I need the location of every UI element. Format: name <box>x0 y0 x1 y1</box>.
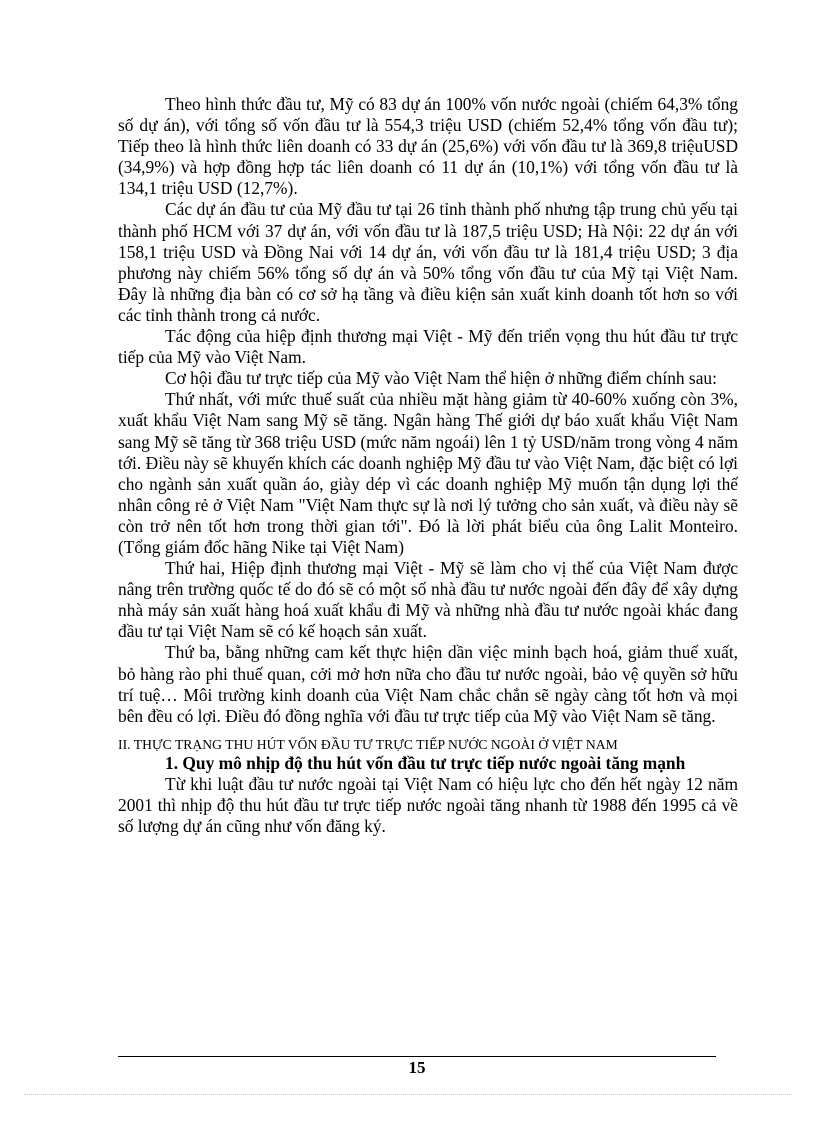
sub-heading: 1. Quy mô nhịp độ thu hút vốn đầu tư trực tiếp nước ngoài tăng mạnh <box>165 752 686 773</box>
paragraph-second-point: Thứ hai, Hiệp định thương mại Việt - Mỹ sẽ làm cho vị thế của Việt Nam được nâng trên trường quốc tế do đó sẽ có một số nhà đầu tư nước ngoài đến đây để xây dựng nhà máy sản xuất hàng hoá xuất khẩu đi Mỹ và những nhà đầu tư nước ngoài khác đang đầu tư tại Việt Nam sẽ có kế hoạch sản xuất. <box>118 558 738 642</box>
paragraph-trade-agreement-impact: Tác động của hiệp định thương mại Việt - Mỹ đến triển vọng thu hút đầu tư trực tiếp của Mỹ vào Việt Nam. <box>118 326 738 368</box>
paragraph-investment-form: Theo hình thức đầu tư, Mỹ có 83 dự án 100% vốn nước ngoài (chiếm 64,3% tổng số dự án), với tổng số vốn đầu tư là 554,3 triệu USD (chiếm 52,4% tổng vốn đầu tư); Tiếp theo là hình thức liên doanh có 33 dự án (25,6%) với vốn đầu tư là 369,8 triệuUSD (34,9%) và hợp đồng hợp tác liên doanh có 11 dự án (10,1%) với tổng vốn đầu tư là 134,1 triệu USD (12,7%). <box>118 94 738 199</box>
section-heading: II. THỰC TRẠNG THU HÚT VỐN ĐẦU TƯ TRỰC TIẾP NƯỚC NGOÀI Ở VIỆT NAM <box>118 736 618 752</box>
page-number: 15 <box>408 1058 426 1077</box>
paragraph-third-point: Thứ ba, bằng những cam kết thực hiện dần việc minh bạch hoá, giảm thuế xuất, bỏ hàng rào phi thuế quan, cởi mở hơn nữa cho đầu tư nước ngoài, bảo vệ quyền sở hữu trí tuệ… Môi trường kinh doanh của Việt Nam chắc chắn sẽ ngày càng tốt hơn và mọi bên đều có lợi. Điều đó đồng nghĩa với đầu tư trực tiếp của Mỹ vào Việt Nam sẽ tăng. <box>118 642 738 726</box>
paragraph-closing: Từ khi luật đầu tư nước ngoài tại Việt Nam có hiệu lực cho đến hết ngày 12 năm 2001 thì nhịp độ thu hút đầu tư trực tiếp nước ngoài tăng nhanh từ 1988 đến 1995 cả về số lượng dự án cũng như vốn đăng ký. <box>118 773 738 837</box>
page-body <box>118 94 738 837</box>
footer-divider <box>118 1056 716 1057</box>
page-edge-divider <box>24 1094 792 1095</box>
paragraph-opportunities-intro: Cơ hội đầu tư trực tiếp của Mỹ vào Việt Nam thể hiện ở những điểm chính sau: <box>165 368 717 389</box>
paragraph-first-point: Thứ nhất, với mức thuế suất của nhiều mặt hàng giảm từ 40-60% xuống còn 3%, xuất khẩu Việt Nam sang Mỹ sẽ tăng. Ngân hàng Thế giới dự báo xuất khẩu Việt Nam sang Mỹ sẽ tăng từ 368 triệu USD (mức năm ngoái) lên 1 tỷ USD/năm trong vòng 4 năm tới. Điều này sẽ khuyến khích các doanh nghiệp Mỹ đầu tư vào Việt Nam, đặc biệt có lợi cho ngành sản xuất quần áo, giày dép vì các doanh nghiệp Mỹ muốn tận dụng lợi thế nhân công rẻ ở Việt Nam "Việt Nam thực sự là nơi lý tưởng cho sản xuất, và điều này sẽ còn trở nên tốt hơn trong thời gian tới". Đó là lời phát biểu của ông Lalit Monteiro. (Tổng giám đốc hãng Nike tại Việt Nam) <box>118 389 738 557</box>
paragraph-investment-locations: Các dự án đầu tư của Mỹ đầu tư tại 26 tỉnh thành phố nhưng tập trung chủ yếu tại thành phố HCM với 37 dự án, với vốn đầu tư là 187,5 triệu USD; Hà Nội: 22 dự án với 158,1 triệu USD và Đồng Nai với 14 dự án, với vốn đầu tư là 181,4 triệu USD; 3 địa phương này chiếm 56% tổng số dự án và 50% tổng vốn đầu tư của Mỹ tại Việt Nam. Đây là những địa bàn có cơ sở hạ tầng và điều kiện sản xuất kinh doanh tốt hơn so với các tỉnh thành trong cả nước. <box>118 199 738 325</box>
